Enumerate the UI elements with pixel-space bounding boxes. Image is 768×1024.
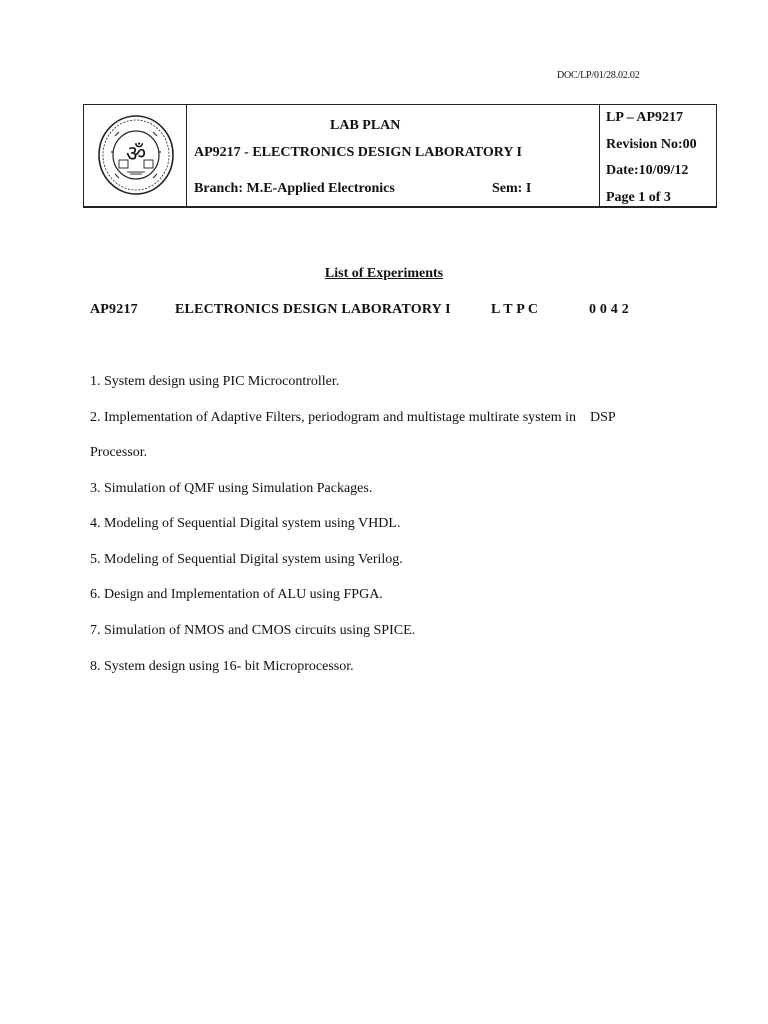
ltpc-label: L T P C	[491, 302, 539, 317]
experiment-item: 6. Design and Implementation of ALU using FPGA.	[90, 587, 383, 602]
experiment-item: 7. Simulation of NMOS and CMOS circuits using SPICE.	[90, 623, 416, 638]
plan-title: LAB PLAN	[330, 118, 401, 133]
experiment-item: 4. Modeling of Sequential Digital system using VHDL.	[90, 516, 401, 531]
document-reference: DOC/LP/01/28.02.02	[557, 70, 640, 81]
experiment-item: 8. System design using 16- bit Microprocessor.	[90, 659, 354, 674]
course-name: ELECTRONICS DESIGN LABORATORY I	[175, 302, 451, 317]
experiment-item-continuation: Processor.	[90, 445, 148, 460]
lp-number: LP – AP9217	[606, 110, 684, 125]
experiment-item: 2. Implementation of Adaptive Filters, periodogram and multistage multirate system in DSP	[90, 410, 616, 425]
plan-date: Date:10/09/12	[606, 163, 689, 178]
college-seal-icon	[97, 114, 175, 196]
header-table	[83, 104, 717, 208]
semester-label: Sem: I	[492, 181, 532, 196]
page-number: Page 1 of 3	[606, 190, 671, 205]
experiment-item: 1. System design using PIC Microcontroller.	[90, 374, 340, 389]
course-code: AP9217	[90, 302, 138, 317]
course-title: AP9217 - ELECTRONICS DESIGN LABORATORY I	[194, 145, 522, 160]
list-of-experiments-heading: List of Experiments	[324, 266, 444, 281]
experiment-item: 3. Simulation of QMF using Simulation Packages.	[90, 481, 373, 496]
revision-number: Revision No:00	[606, 137, 697, 152]
ltpc-value: 0 0 4 2	[589, 302, 629, 317]
meta-cell	[599, 105, 716, 206]
seal-om-symbol: ॐ	[125, 142, 147, 167]
logo-cell	[84, 105, 187, 206]
branch-label: Branch: M.E-Applied Electronics	[194, 181, 395, 196]
experiment-item: 5. Modeling of Sequential Digital system using Verilog.	[90, 552, 403, 567]
